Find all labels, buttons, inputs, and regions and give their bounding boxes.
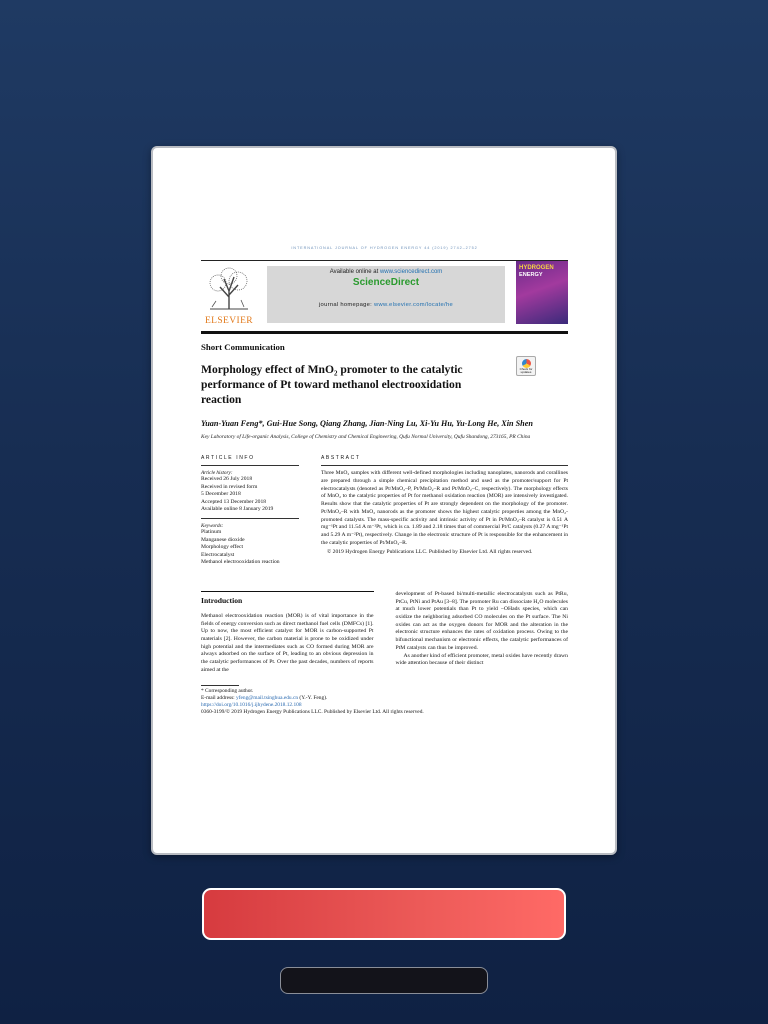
cover-title-line1: HYDROGEN: [519, 265, 554, 271]
body-column-left: [201, 591, 374, 675]
info-separator: [201, 518, 299, 519]
history-item: 5 December 2018: [201, 491, 241, 498]
check-updates-label: Check for updates: [519, 367, 533, 375]
available-online-label: Available online at: [329, 269, 380, 275]
corresponding-author-note: * Corresponding author.: [201, 687, 254, 694]
footnote-rule: [201, 685, 239, 686]
footnotes: [201, 685, 501, 716]
document-page: [201, 246, 568, 716]
introduction-rule: [201, 591, 374, 594]
sciencedirect-link[interactable]: www.sciencedirect.com: [379, 269, 443, 275]
abstract-text: Three MnO₂ samples with different well-defined morphologies including nanoplates, nanorods and corallines are prepared through a simple chemical precipitation method and used as the promoter/support for Pt electrocatalysts (denoted as Pt/MnO₂–P, Pt/MnO₂–R and Pt/MnO₂–C, respectively). The morphology effects of MnO₂ to the catalytic properties of Pt for methanol oxidation reaction (MOR) are intensively investigated. Results show that the catalytic properties of Pt are strongly dependent on the morphology of the promoter. Pt/MnO₂–R with MnO₂ nanorods as the promoter shows the highest catalytic properties among the MnO₂-promoted catalysts. The mass-specific activity and intrinsic activity of Pt in Pt/MnO₂–R catalyst is 0.51 A mg⁻¹Pt and 11.54 A m⁻²Pt, which is ca. 1.89 and 2.18 times that of commercial Pt/C catalysts (0.27 A mg⁻¹Pt and 5.29 A m⁻²Pt), respectively. Change in the electronic structure of Pt is responsible for the enhancement in the catalytic properties of Pt/MnO₂–R.: [321, 470, 568, 546]
header-divider: [201, 331, 568, 334]
author-affiliation: Key Laboratory of Life-organic Analysis, College of Chemistry and Chemical Engineering, Qufu Normal University, Qufu Shandong, 273165, PR China: [201, 433, 531, 440]
journal-homepage-label: journal homepage:: [318, 302, 374, 308]
elsevier-logo: [201, 267, 257, 325]
introduction-paragraph-right-2: As another kind of efficient promoter, metal oxides have recently drawn wide attention because of their distinct: [395, 652, 568, 667]
email-suffix: (Y.-Y. Feng).: [298, 694, 328, 701]
article-body: [201, 591, 568, 675]
history-label: Article history:: [201, 470, 233, 476]
history-item: Available online 8 January 2019: [201, 506, 274, 513]
author-list: Yuan-Yuan Feng*, Gui-Hue Song, Qiang Zhang, Jian-Ning Lu, Xi-Yu Hu, Yu-Long He, Xin Shen: [201, 419, 533, 428]
article-type: Short Communication: [201, 342, 285, 352]
introduction-paragraph-left: Methanol electrooxidation reaction (MOR) is of vital importance in the fields of energy conversion such as direct methanol fuel cells (DMFCs) [1]. Up to now, the most efficient catalyst for MOR is carbon-supported Pt materials [2]. However, the carbon material is prone to be oxidized under high potential and the intermediates such as CO formed during MOR are always adsorbed on the surface of Pt, leading to an obvious depression in the catalytic performances of Pt. Over the past decades, numbers of reports aimed at the: [201, 612, 374, 673]
issn-copyright-line: 0360-3199/© 2019 Hydrogen Energy Publications LLC. Published by Elsevier Ltd. All rights reserved.: [201, 708, 424, 715]
abstract-section: [321, 455, 568, 567]
primary-action-button[interactable]: [202, 888, 566, 940]
sciencedirect-logo: ScienceDirect: [352, 277, 420, 288]
document-viewer[interactable]: [151, 146, 617, 855]
journal-header: [201, 260, 568, 328]
doi-link[interactable]: https://doi.org/10.1016/j.ijhydene.2018.12.108: [201, 701, 302, 708]
keyword-item: Morphology effect: [201, 544, 243, 551]
keyword-item: Platinum: [201, 528, 222, 535]
history-item: Received 26 July 2018: [201, 476, 253, 482]
article-title: Morphology effect of MnO₂ promoter to the catalytic performance of Pt toward methanol electrooxidation reaction: [201, 363, 463, 406]
sciencedirect-banner: [267, 266, 505, 323]
journal-citation-line: INTERNATIONAL JOURNAL OF HYDROGEN ENERGY 44 (2019) 2742–2752: [291, 246, 478, 250]
article-info: [201, 455, 299, 567]
keywords-list: [201, 529, 299, 567]
article-info-header: ARTICLE INFO: [201, 455, 299, 466]
keyword-item: Manganese dioxide: [201, 536, 245, 543]
abstract-header: ABSTRACT: [321, 455, 568, 466]
keywords-label: Keywords:: [201, 522, 224, 529]
history-list: [201, 476, 299, 514]
history-item: Accepted 13 December 2018: [201, 498, 267, 505]
journal-homepage-link[interactable]: www.elsevier.com/locate/he: [374, 302, 454, 308]
article-front-matter: [201, 455, 568, 567]
email-label: E-mail address:: [201, 694, 237, 701]
abstract-copyright: © 2019 Hydrogen Energy Publications LLC. Published by Elsevier Ltd. All rights reserved.: [327, 548, 533, 555]
elsevier-tree-icon: [204, 267, 254, 311]
cover-title-line2: ENERGY: [519, 271, 543, 278]
check-for-updates-badge[interactable]: [516, 356, 536, 376]
keyword-item: Methanol electrooxidation reaction: [201, 559, 280, 566]
introduction-heading: Introduction: [201, 595, 243, 605]
body-column-right: [396, 591, 569, 675]
keyword-item: Electrocatalyst: [201, 551, 235, 558]
secondary-action-button[interactable]: [280, 967, 488, 994]
journal-cover-image: [516, 261, 568, 324]
elsevier-wordmark: ELSEVIER: [204, 316, 254, 326]
history-item: Received in revised form: [201, 483, 258, 490]
author-email-link[interactable]: yfeng@mail.tsinghua.edu.cn: [236, 694, 299, 701]
introduction-paragraph-right: development of Pt-based bi/multi-metallic electrocatalysts such as PtRu, PtCu, PtNi and PtAu [3–8]. The promoter Ru can dissociate H₂O molecules at much lower potentials than Pt to yield −OHads species, which can oxidize the neighboring adsorbed CO molecules on the Pt surface. The Ni oxides can act as the oxygen donors for MOR and the alteration in the electronic structure enhances the rates of oxidation process. Owing to the bifunctional mechanism or electronic effects, the catalytic performances of PtM catalysts can thus be improved.: [395, 590, 568, 651]
